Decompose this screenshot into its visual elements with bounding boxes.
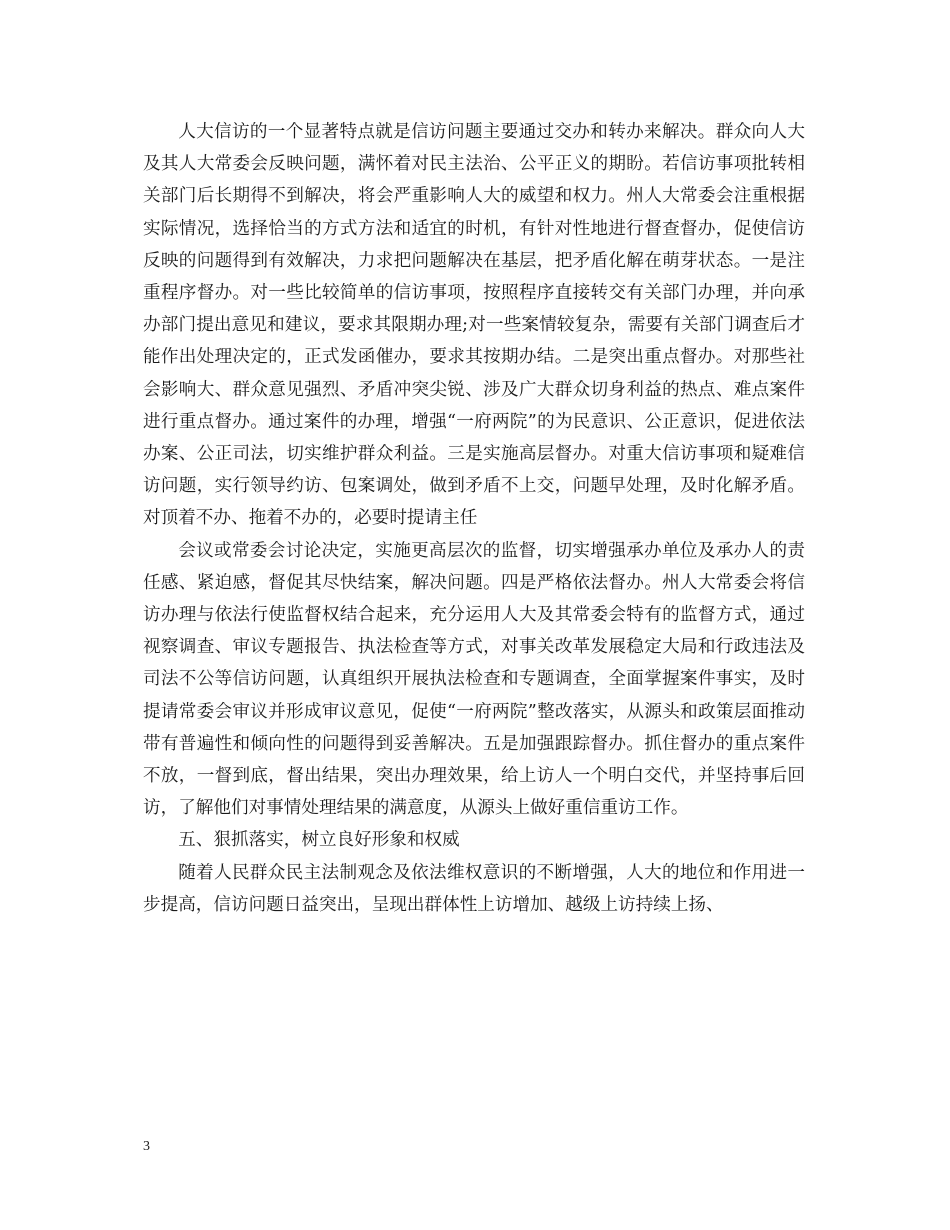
section-heading: 五、狠抓落实，树立良好形象和权威 <box>178 830 460 851</box>
body-paragraph: 会议或常委会讨论决定，实施更高层次的监督，切实增强承办单位及承办人的责任感、紧迫感，督促其尽快结案，解决问题。四是严格依法督办。州人大常委会将信访办理与依法行使监督权结合起来，充分运用人大及其常委会特有的监督方式，通过视察调查、审议专题报告、执法检查等方式，对事关改革发展稳定大局和行政违法及司法不公等信访问题，认真组织开展执法检查和专题调查，全面掌握案件事实，及时提请常委会审议并形成审议意见，促使“一府两院”整改落实，从源头和政策层面推动带有普遍性和倾向性的问题得到妥善解决。五是加强跟踪督办。抓住督办的重点案件不放，一督到底，督出结果，突出办理效果，给上访人一个明白交代，并坚持事后回访，了解他们对事情处理结果的满意度，从源头上做好重信重访工作。 <box>143 540 805 819</box>
page-number: 3 <box>143 1139 150 1154</box>
body-paragraph: 随着人民群众民主法制观念及依法维权意识的不断增强，人大的地位和作用进一步提高，信访问题日益突出，呈现出群体性上访增加、越级上访持续上扬、 <box>143 862 805 915</box>
document-body <box>143 116 805 921</box>
body-paragraph: 人大信访的一个显著特点就是信访问题主要通过交办和转办来解决。群众向人大及其人大常委会反映问题，满怀着对民主法治、公平正义的期盼。若信访事项批转相关部门后长期得不到解决，将会严重影响人大的威望和权力。州人大常委会注重根据实际情况，选择恰当的方式方法和适宜的时机，有针对性地进行督查督办，促使信访反映的问题得到有效解决，力求把问题解决在基层，把矛盾化解在萌芽状态。一是注重程序督办。对一些比较简单的信访事项，按照程序直接转交有关部门办理，并向承办部门提出意见和建议，要求其限期办理;对一些案情较复杂，需要有关部门调查后才能作出处理决定的，正式发函催办，要求其按期办结。二是突出重点督办。对那些社会影响大、群众意见强烈、矛盾冲突尖锐、涉及广大群众切身利益的热点、难点案件进行重点督办。通过案件的办理，增强“一府两院”的为民意识、公正意识，促进依法办案、公正司法，切实维护群众利益。三是实施高层督办。对重大信访事项和疑难信访问题，实行领导约访、包案调处，做到矛盾不上交，问题早处理，及时化解矛盾。对顶着不办、拖着不办的，必要时提请主任 <box>143 122 805 529</box>
